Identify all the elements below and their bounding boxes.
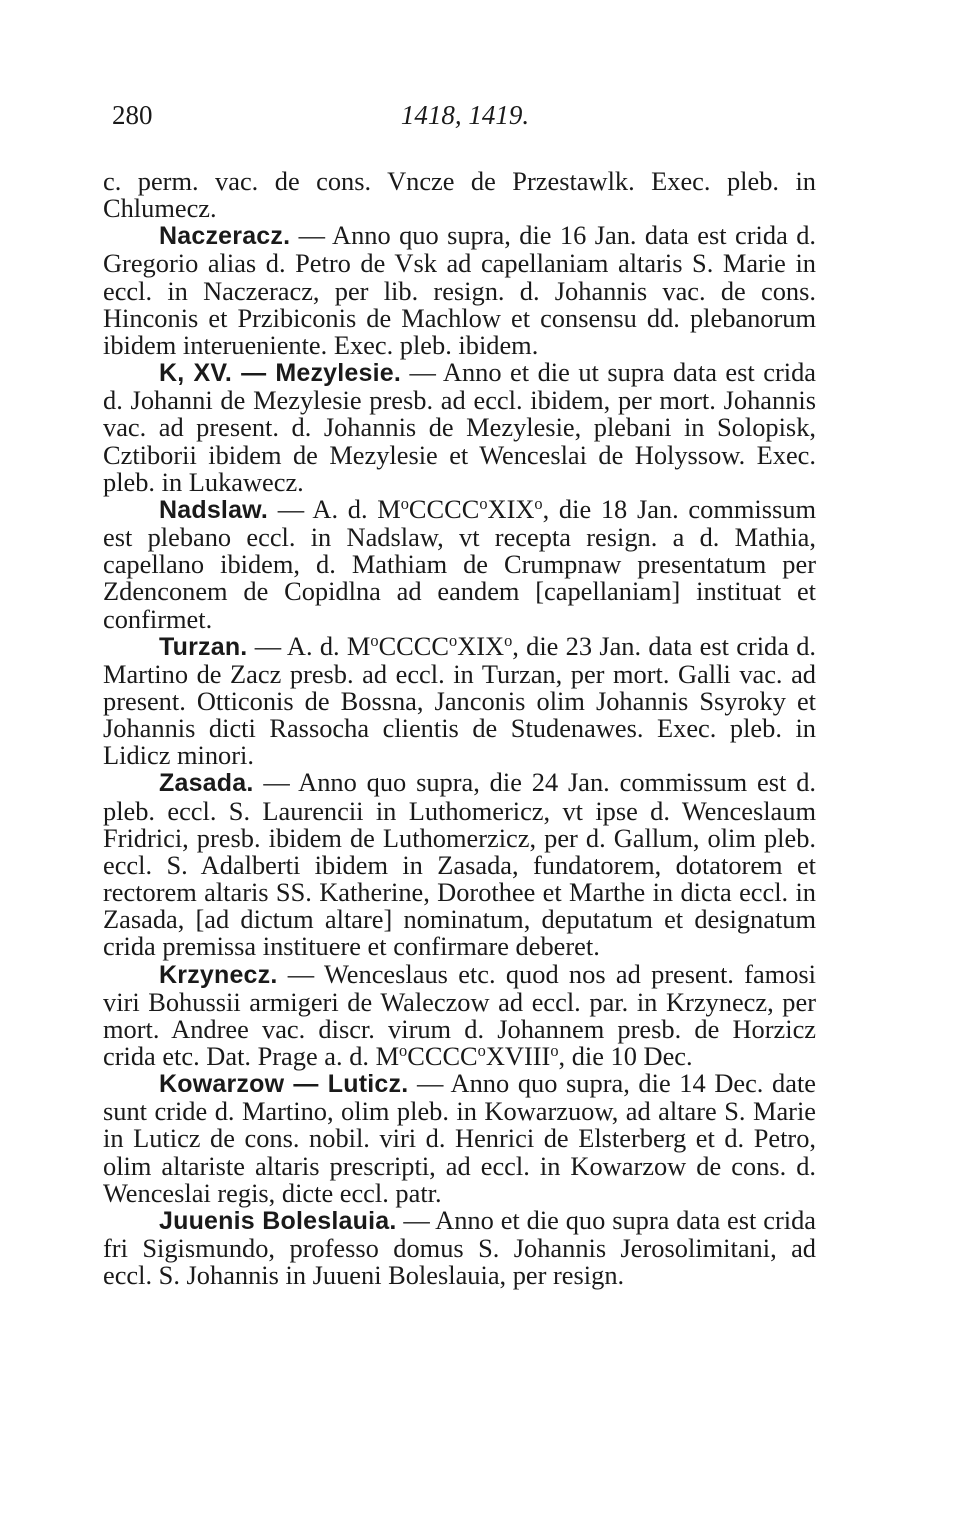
superscript-o: o [449, 630, 458, 650]
entry-turzan [103, 630, 816, 771]
entry-juuenis-boleslauia [103, 1204, 816, 1291]
entry-heading: Krzynecz. [159, 960, 278, 989]
entry-heading: K, XV. — Mezylesie. [159, 359, 401, 388]
entry-nadslaw [103, 493, 816, 634]
page-number: 280 [112, 100, 153, 130]
superscript-o: o [477, 1041, 486, 1060]
entry-text: CCCC [407, 1041, 478, 1071]
entry-text: — Anno et die ut supra data est crida d. Johanni de Mezylesie presb. ad eccl. ibidem, per mort. Johannis vac. ad present. d. Johannis de Mezylesie, plebani in Solopisk, Cztiborii ibidem de Mezylesie et Wenceslai de Holyssow. Exec. pleb. in Lukawecz. [103, 357, 816, 497]
superscript-o: o [479, 493, 488, 513]
entry-text: — Anno quo supra, die 14 Dec. date sunt cride d. Martino, olim pleb. in Kowarzuow, ad altare S. Marie in Luticz de cons. nobil. viri d. Henrici de Elsterberg et d. Petro, olim altariste altaris prescripti, ad eccl. in Kowarzow de cons. d. Wenceslai regis, dicte eccl. patr. [103, 1068, 816, 1208]
entry-krzynecz [103, 958, 816, 1071]
entry-heading: Juuenis Boleslauia. [159, 1206, 397, 1235]
superscript-o: o [370, 630, 379, 650]
entry-kowarzow-luticz [103, 1070, 816, 1207]
superscript-o: o [399, 1041, 408, 1060]
entry-heading: Kowarzow — Luticz. [159, 1070, 409, 1099]
entry-text: XIX [457, 630, 505, 661]
entry-text: c. perm. vac. de cons. Vncze de Przestawlk. Exec. pleb. in Chlumecz. [103, 166, 816, 224]
superscript-o: o [550, 1041, 559, 1060]
entry-text: , die 18 Jan. commissum est plebano eccl. in Nadslaw, vt recepta resign. a d. Mathia, capellano ibidem, d. Mathiam de Crumpnaw presentatum per Zdenconem de Copidlna ad eandem [capellaniam] instituat et confirmet. [103, 493, 816, 634]
entry-mezylesie [103, 359, 816, 496]
entry-text: — A. d. M [268, 493, 401, 524]
entry-heading: Naczeracz. [159, 222, 291, 251]
entry-text: — A. d. M [247, 630, 371, 661]
entry-continuation [103, 168, 816, 222]
running-head: 1418, 1419. [400, 100, 530, 130]
entry-text: , die 23 Jan. data est crida d. Martino de Zacz presb. ad eccl. in Turzan, per mort. Galli vac. ad present. Otticonis de Bossna, Janconis olim Johannis Ssyroky et Johannis dicti Rassocha clientis de Studenawes. Exec. pleb. in Lidicz minori. [103, 630, 816, 771]
entry-text: — Anno et die quo supra data est crida fri Sigismundo, professo domus S. Johannis Jerosolimitani, ad eccl. S. Johannis in Juueni Boleslauia, per resign. [103, 1204, 816, 1291]
entry-text: CCCC [408, 493, 480, 524]
entry-naczeracz [103, 222, 816, 359]
entry-text: XIX [487, 493, 535, 524]
entry-text: XVIII [485, 1041, 551, 1071]
entry-text: CCCC [378, 630, 449, 661]
entry-text: — Wenceslaus etc. quod nos ad present. famosi viri Bohussii armigeri de Waleczow ad eccl. par. in Krzynecz, per mort. Andree vac. discr. virum d. Johannem presb. de Horzicz crida etc. Dat. Prage a. d. M [103, 958, 816, 1071]
body-text [103, 168, 816, 1289]
entry-heading: Turzan. [159, 632, 248, 661]
superscript-o: o [534, 493, 543, 513]
entry-text: , die 10 Dec. [558, 1041, 693, 1071]
page-header [108, 100, 822, 140]
entry-text: — Anno quo supra, die 24 Jan. commissum est d. pleb. eccl. S. Laurencii in Luthomericz, vt ipse d. Wenceslaum Fridrici, presb. ibidem de Luthomerzicz, per d. Gallum, olim pleb. eccl. S. Adalberti ibidem in Zasada, fundatorem, dotatorem et rectorem altaris SS. Katherine, Dorothee et Marthe in dicta eccl. in Zasada, [ad dictum altare] nominatum, deputatum et designatum crida premissa instituere et confirmare deberet. [103, 767, 816, 962]
entry-zasada [103, 769, 816, 960]
superscript-o: o [504, 630, 513, 650]
entry-heading: Zasada. [159, 769, 254, 798]
entry-heading: Nadslaw. [159, 495, 269, 524]
entry-text: — Anno quo supra, die 16 Jan. data est crida d. Gregorio alias d. Petro de Vsk ad capellaniam altaris S. Marie in eccl. in Naczeracz, per lib. resign. d. Johannis vac. de cons. Hinconis et Przibiconis de Machlow et consensu dd. plebanorum ibidem interueniente. Exec. pleb. ibidem. [103, 220, 816, 360]
superscript-o: o [400, 493, 409, 513]
